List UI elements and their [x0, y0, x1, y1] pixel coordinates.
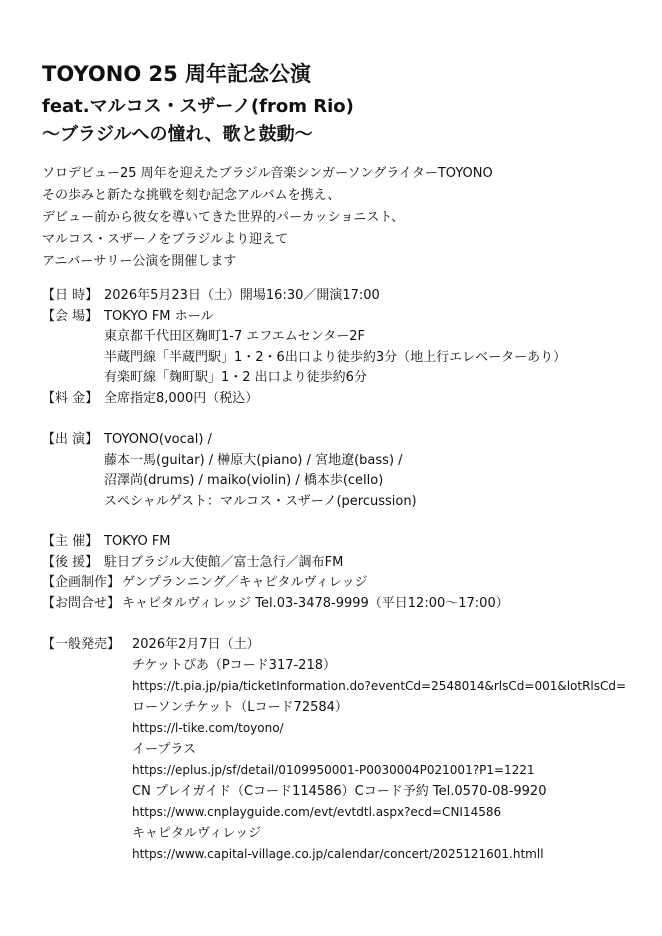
lawson-ticket: ローソンチケット（Lコード72584）	[132, 700, 348, 715]
performer-line: 沼澤尚(drums) / maiko(violin) / 橋本歩(cello)	[104, 473, 384, 488]
cn-playguide: CN プレイガイド（Cコード114586）Cコード予約 Tel.0570-08-9920	[132, 784, 547, 799]
price-value: 全席指定8,000円（税込）	[104, 390, 259, 406]
intro-line: マルコス・スザーノをブラジルより迎えて	[42, 232, 289, 247]
cn-playguide-url[interactable]: https://www.cnplayguide.com/evt/evtdtl.aspx?ecd=CNI14586	[132, 805, 502, 819]
intro-paragraph	[42, 163, 493, 273]
contact-label: 【お問合せ】	[42, 595, 121, 611]
sales-date: 2026年2月7日（土）	[132, 637, 260, 652]
intro-line: デビュー前から彼女を導いてきた世界的パーカッショニスト、	[42, 210, 405, 225]
contact-value: キャピタルヴィレッジ Tel.03-3478-9999（平日12:00〜17:00）	[122, 595, 509, 611]
venue-address: 東京都千代田区麹町1-7 エフエムセンター2F	[104, 329, 365, 344]
capital-village-url[interactable]: https://www.capital-village.co.jp/calendar/concert/2025121601.htmll	[132, 847, 544, 861]
venue-access-2: 有楽町線「麹町駅」1・2 出口より徒歩約6分	[104, 370, 367, 385]
venue-value: TOKYO FM ホール	[104, 308, 214, 324]
sales-label: 【一般発売】	[42, 637, 121, 652]
performer-line: TOYONO(vocal) /	[104, 432, 212, 447]
eplus: イープラス	[132, 742, 196, 757]
title-line-2: feat.マルコス・スザーノ(from Rio)	[42, 96, 354, 117]
ticket-pia-url[interactable]: https://t.pia.jp/pia/ticketInformation.do?eventCd=2548014&rlsCd=001&lotRlsCd=	[132, 679, 627, 693]
intro-line: ソロデビュー25 周年を迎えたブラジル音楽シンガーソングライターTOYONO	[42, 166, 493, 181]
ticket-pia: チケットぴあ（Pコード317-218）	[132, 658, 336, 673]
venue-access-1: 半蔵門線「半蔵門駅」1・2・6出口より徒歩約3分（地上行エレベーターあり）	[104, 349, 567, 365]
venue-label: 【会 場】	[42, 308, 99, 324]
support-value: 駐日ブラジル大使館／富士急行／調布FM	[104, 554, 344, 570]
planning-value: ゲンプランニング／キャピタルヴィレッジ	[122, 575, 368, 590]
title-line-1: TOYONO 25 周年記念公演	[42, 62, 312, 86]
price-label: 【料 金】	[42, 390, 99, 406]
eplus-url[interactable]: https://eplus.jp/sf/detail/0109950001-P0030004P021001?P1=1221	[132, 763, 535, 777]
performer-line: スペシャルゲスト：マルコス・スザーノ(percussion)	[104, 493, 417, 509]
capital-village: キャピタルヴィレッジ	[132, 826, 262, 841]
lawson-ticket-url[interactable]: https://l-tike.com/toyono/	[132, 721, 284, 735]
intro-line: その歩みと新たな挑戦を刻む記念アルバムを携え、	[42, 188, 341, 203]
performers-label: 【出 演】	[42, 432, 99, 447]
host-label: 【主 催】	[42, 534, 99, 549]
date-label: 【日 時】	[42, 288, 99, 303]
performer-line: 藤本一馬(guitar) / 榊原大(piano) / 宮地遼(bass) /	[104, 452, 403, 468]
support-label: 【後 援】	[42, 554, 99, 570]
title-line-3: 〜ブラジルへの憧れ、歌と鼓動〜	[42, 124, 313, 145]
planning-label: 【企画制作】	[42, 575, 121, 590]
intro-line: アニバーサリー公演を開催します	[42, 254, 237, 269]
date-value: 2026年5月23日（土）開場16:30／開演17:00	[104, 288, 380, 303]
host-value: TOKYO FM	[104, 534, 171, 549]
